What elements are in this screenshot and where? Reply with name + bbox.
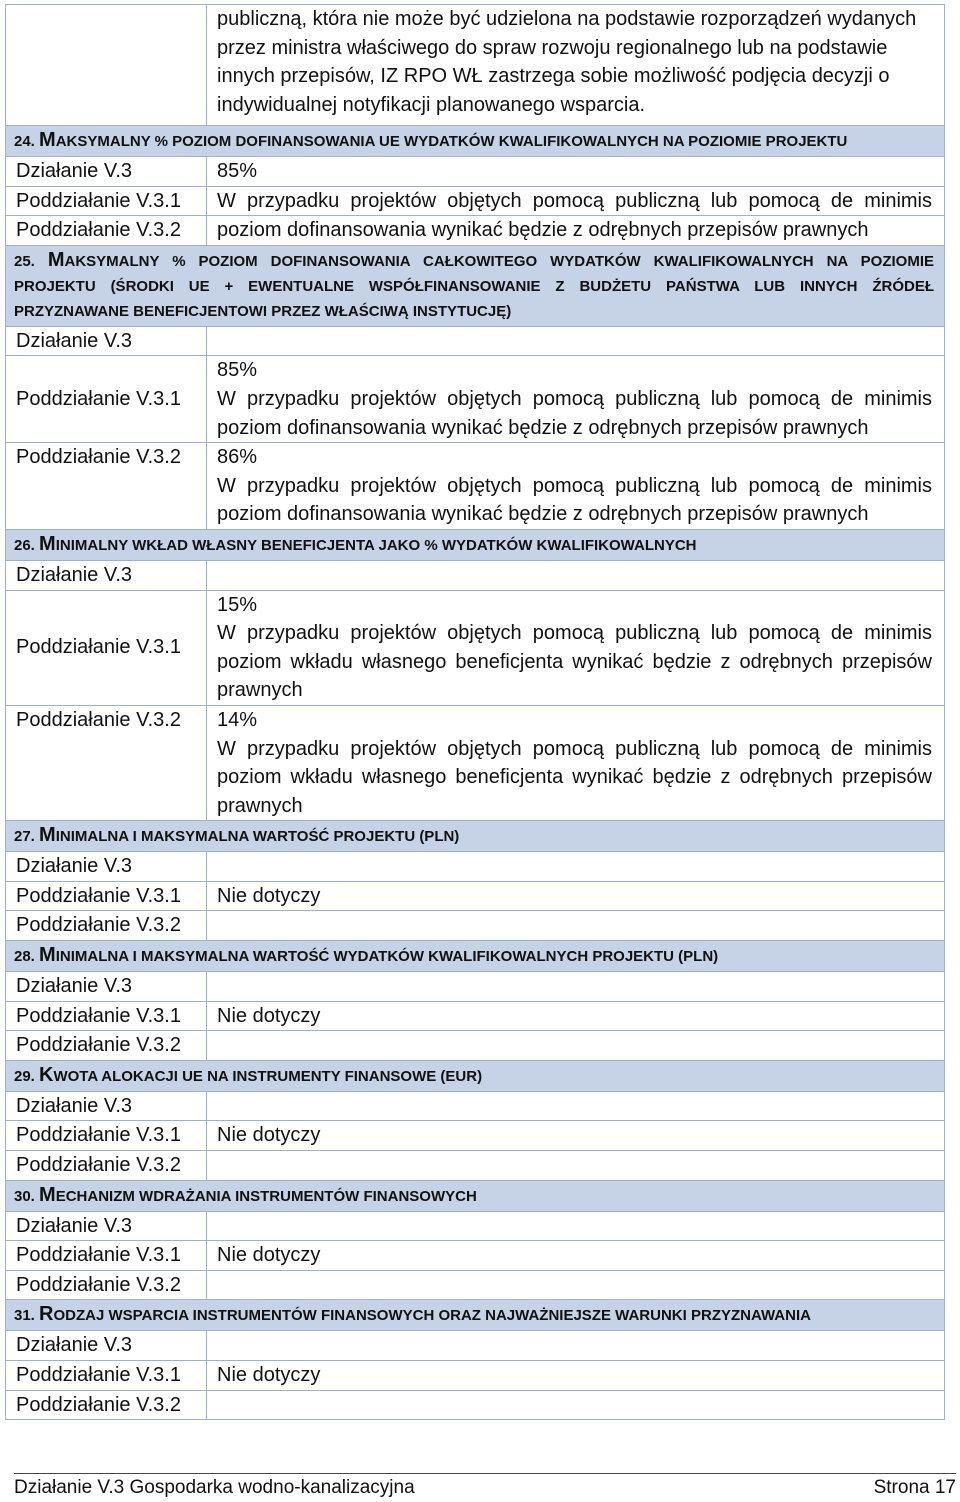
section-30-header: 30. MECHANIZM WDRAŻANIA INSTRUMENTÓW FINANSOWYCH [6, 1180, 945, 1211]
s30-row-dzialanie [6, 1211, 945, 1241]
section-title: AKSYMALNY % POZIOM DOFINANSOWANIA CAŁKOWITEGO WYDATKÓW KWALIFIKOWALNYCH NA POZIOMIE PROJEKTU (ŚRODKI UE + EWENTUALNE WSPÓŁFINANSOWANIE Z BUDŻETU PAŃSTWA LUB INNYCH ŹRÓDEŁ PRZYZNAWANE BENEFICJENTOWI PRZEZ WŁAŚCIWĄ INSTYTUCJĘ) [14, 252, 934, 320]
empty-cell [207, 560, 945, 590]
intro-empty-cell [6, 5, 207, 126]
s27-row-pod2 [6, 911, 945, 941]
s31-row-pod2 [6, 1390, 945, 1420]
section-27-header: 27. MINIMALNA I MAKSYMALNA WARTOŚĆ PROJEKTU (PLN) [6, 821, 945, 852]
intro-line: publiczną, która nie może być udzielona na podstawie rozporządzeń wydanych [217, 8, 917, 30]
section-number: 25. [14, 252, 35, 270]
s24-row-dzialanie [6, 157, 945, 187]
section-title: INIMALNA I MAKSYMALNA WARTOŚĆ PROJEKTU (PLN) [55, 828, 460, 846]
section-title: ECHANIZM WDRAŻANIA INSTRUMENTÓW FINANSOWYCH [55, 1187, 477, 1205]
label-poddzialanie-1: Poddziałanie V.3.1 [6, 881, 207, 911]
label-dzialanie: Działanie V.3 [6, 1211, 207, 1241]
intro-line: indywidualnej notyfikacji planowanego wsparcia. [217, 93, 646, 116]
section-26-header: 26. MINIMALNY WKŁAD WŁASNY BENEFICJENTA JAKO % WYDATKÓW KWALIFIKOWALNYCH [6, 529, 945, 560]
s31-row-pod1 [6, 1361, 945, 1391]
s30-value: Nie dotyczy [207, 1241, 945, 1271]
intro-line: przez ministra właściwego do spraw rozwoju regionalnego lub na podstawie [217, 36, 888, 59]
s30-row-pod1 [6, 1241, 945, 1271]
s25-pod1-value: 85% W przypadku projektów objętych pomocą publiczną lub pomocą de minimis poziom dofinansowania wynikać będzie z odrębnych przepisów prawnych [207, 356, 945, 443]
footer-title: Działanie V.3 Gospodarka wodno-kanalizacyjna [14, 1477, 415, 1498]
s27-row-pod1 [6, 881, 945, 911]
label-poddzialanie-2: Poddziałanie V.3.2 [6, 216, 207, 246]
empty-cell [207, 1331, 945, 1361]
section-number: 27. [14, 828, 35, 846]
s24-row-pod2 [6, 216, 945, 246]
s24-line2: poziom dofinansowania wynikać będzie z odrębnych przepisów prawnych [207, 216, 945, 246]
empty-cell [207, 1151, 945, 1181]
label-poddzialanie-1: Poddziałanie V.3.1 [6, 186, 207, 216]
section-number: 30. [14, 1187, 35, 1205]
s28-row-pod1 [6, 1001, 945, 1031]
s24-line1: W przypadku projektów objętych pomocą publiczną lub pomocą de minimis [207, 186, 945, 216]
empty-cell [207, 1270, 945, 1300]
s25-row-dzialanie [6, 326, 945, 356]
s29-value: Nie dotyczy [207, 1121, 945, 1151]
section-number: 26. [14, 536, 35, 554]
s29-row-dzialanie [6, 1091, 945, 1121]
s29-row-pod1 [6, 1121, 945, 1151]
section-28-header: 28. MINIMALNA I MAKSYMALNA WARTOŚĆ WYDATKÓW KWALIFIKOWALNYCH PROJEKTU (PLN) [6, 941, 945, 972]
s27-value: Nie dotyczy [207, 881, 945, 911]
label-dzialanie: Działanie V.3 [6, 326, 207, 356]
s27-row-dzialanie [6, 852, 945, 882]
label-dzialanie: Działanie V.3 [6, 560, 207, 590]
label-dzialanie: Działanie V.3 [6, 1331, 207, 1361]
section-title: WOTA ALOKACJI UE NA INSTRUMENTY FINANSOWE (EUR) [53, 1067, 483, 1085]
s24-percent: 85% [207, 157, 945, 187]
s25-row-pod2 [6, 443, 945, 530]
label-poddzialanie-2: Poddziałanie V.3.2 [6, 1151, 207, 1181]
label-poddzialanie-2: Poddziałanie V.3.2 [6, 705, 207, 820]
empty-cell [207, 1211, 945, 1241]
intro-text [207, 5, 945, 126]
document-table [5, 4, 945, 1420]
label-poddzialanie-1: Poddziałanie V.3.1 [6, 590, 207, 705]
s26-pod1-value: 15% W przypadku projektów objętych pomocą publiczną lub pomocą de minimis poziom wkładu własnego beneficjenta wynikać będzie z odrębnych przepisów prawnych [207, 590, 945, 705]
empty-cell [207, 1031, 945, 1061]
label-poddzialanie-2: Poddziałanie V.3.2 [6, 1031, 207, 1061]
label-dzialanie: Działanie V.3 [6, 1091, 207, 1121]
document-table-container [5, 4, 945, 1420]
intro-row [6, 5, 945, 126]
label-poddzialanie-2: Poddziałanie V.3.2 [6, 1390, 207, 1420]
empty-cell [207, 326, 945, 356]
section-number: 28. [14, 948, 35, 966]
label-dzialanie: Działanie V.3 [6, 852, 207, 882]
label-poddzialanie-2: Poddziałanie V.3.2 [6, 1270, 207, 1300]
label-dzialanie: Działanie V.3 [6, 972, 207, 1002]
percent-value: 85% [217, 359, 258, 382]
percent-value: 15% [217, 593, 258, 616]
label-poddzialanie-2: Poddziałanie V.3.2 [6, 911, 207, 941]
section-25-header: 25. MAKSYMALNY % POZIOM DOFINANSOWANIA CAŁKOWITEGO WYDATKÓW KWALIFIKOWALNYCH NA POZIOMIE PROJEKTU (ŚRODKI UE + EWENTUALNE WSPÓŁFINANSOWANIE Z BUDŻETU PAŃSTWA LUB INNYCH ŹRÓDEŁ PRZYZNAWANE BENEFICJENTOWI PRZEZ WŁAŚCIWĄ INSTYTUCJĘ) [6, 245, 945, 326]
label-dzialanie: Działanie V.3 [6, 157, 207, 187]
label-poddzialanie-2: Poddziałanie V.3.2 [6, 443, 207, 530]
empty-cell [207, 972, 945, 1002]
s25-row-pod1 [6, 356, 945, 443]
empty-cell [207, 1390, 945, 1420]
percent-value: 14% [217, 708, 258, 731]
section-29-header: 29. KWOTA ALOKACJI UE NA INSTRUMENTY FINANSOWE (EUR) [6, 1060, 945, 1091]
label-poddzialanie-1: Poddziałanie V.3.1 [6, 1361, 207, 1391]
section-31-header: 31. RODZAJ WSPARCIA INSTRUMENTÓW FINANSOWYCH ORAZ NAJWAŻNIEJSZE WARUNKI PRZYZNAWANIA [6, 1300, 945, 1331]
section-title: INIMALNA I MAKSYMALNA WARTOŚĆ WYDATKÓW KWALIFIKOWALNYCH PROJEKTU (PLN) [55, 948, 719, 966]
label-poddzialanie-1: Poddziałanie V.3.1 [6, 356, 207, 443]
section-title: ODZAJ WSPARCIA INSTRUMENTÓW FINANSOWYCH ORAZ NAJWAŻNIEJSZE WARUNKI PRZYZNAWANIA [53, 1307, 811, 1325]
s30-row-pod2 [6, 1270, 945, 1300]
s28-row-pod2 [6, 1031, 945, 1061]
s31-row-dzialanie [6, 1331, 945, 1361]
s26-pod2-value: 14% W przypadku projektów objętych pomocą publiczną lub pomocą de minimis poziom wkładu własnego beneficjenta wynikać będzie z odrębnych przepisów prawnych [207, 705, 945, 820]
s26-row-pod1 [6, 590, 945, 705]
s29-row-pod2 [6, 1151, 945, 1181]
section-number: 24. [14, 133, 35, 150]
section-title: AKSYMALNY % POZIOM DOFINANSOWANIA UE WYDATKÓW KWALIFIKOWALNYCH NA POZIOMIE PROJEKTU [55, 133, 848, 150]
s26-row-pod2 [6, 705, 945, 820]
label-poddzialanie-1: Poddziałanie V.3.1 [6, 1121, 207, 1151]
section-title: INIMALNY WKŁAD WŁASNY BENEFICJENTA JAKO % WYDATKÓW KWALIFIKOWALNYCH [55, 536, 697, 554]
s31-value: Nie dotyczy [207, 1361, 945, 1391]
label-poddzialanie-1: Poddziałanie V.3.1 [6, 1241, 207, 1271]
section-number: 29. [14, 1067, 35, 1085]
empty-cell [207, 852, 945, 882]
intro-line: innych przepisów, IZ RPO WŁ zastrzega sobie możliwość podjęcia decyzji o [217, 65, 890, 88]
s28-row-dzialanie [6, 972, 945, 1002]
s25-pod2-value: 86% W przypadku projektów objętych pomocą publiczną lub pomocą de minimis poziom dofinansowania wynikać będzie z odrębnych przepisów prawnych [207, 443, 945, 530]
page-footer [14, 1473, 956, 1502]
section-number: 31. [14, 1307, 35, 1325]
percent-value: 86% [217, 446, 258, 469]
empty-cell [207, 1091, 945, 1121]
label-poddzialanie-1: Poddziałanie V.3.1 [6, 1001, 207, 1031]
s26-row-dzialanie [6, 560, 945, 590]
section-24-header: 24. MAKSYMALNY % POZIOM DOFINANSOWANIA UE WYDATKÓW KWALIFIKOWALNYCH NA POZIOMIE PROJEKTU [6, 126, 945, 157]
s24-row-pod1 [6, 186, 945, 216]
page-number: Strona 17 [873, 1477, 956, 1498]
empty-cell [207, 911, 945, 941]
s28-value: Nie dotyczy [207, 1001, 945, 1031]
